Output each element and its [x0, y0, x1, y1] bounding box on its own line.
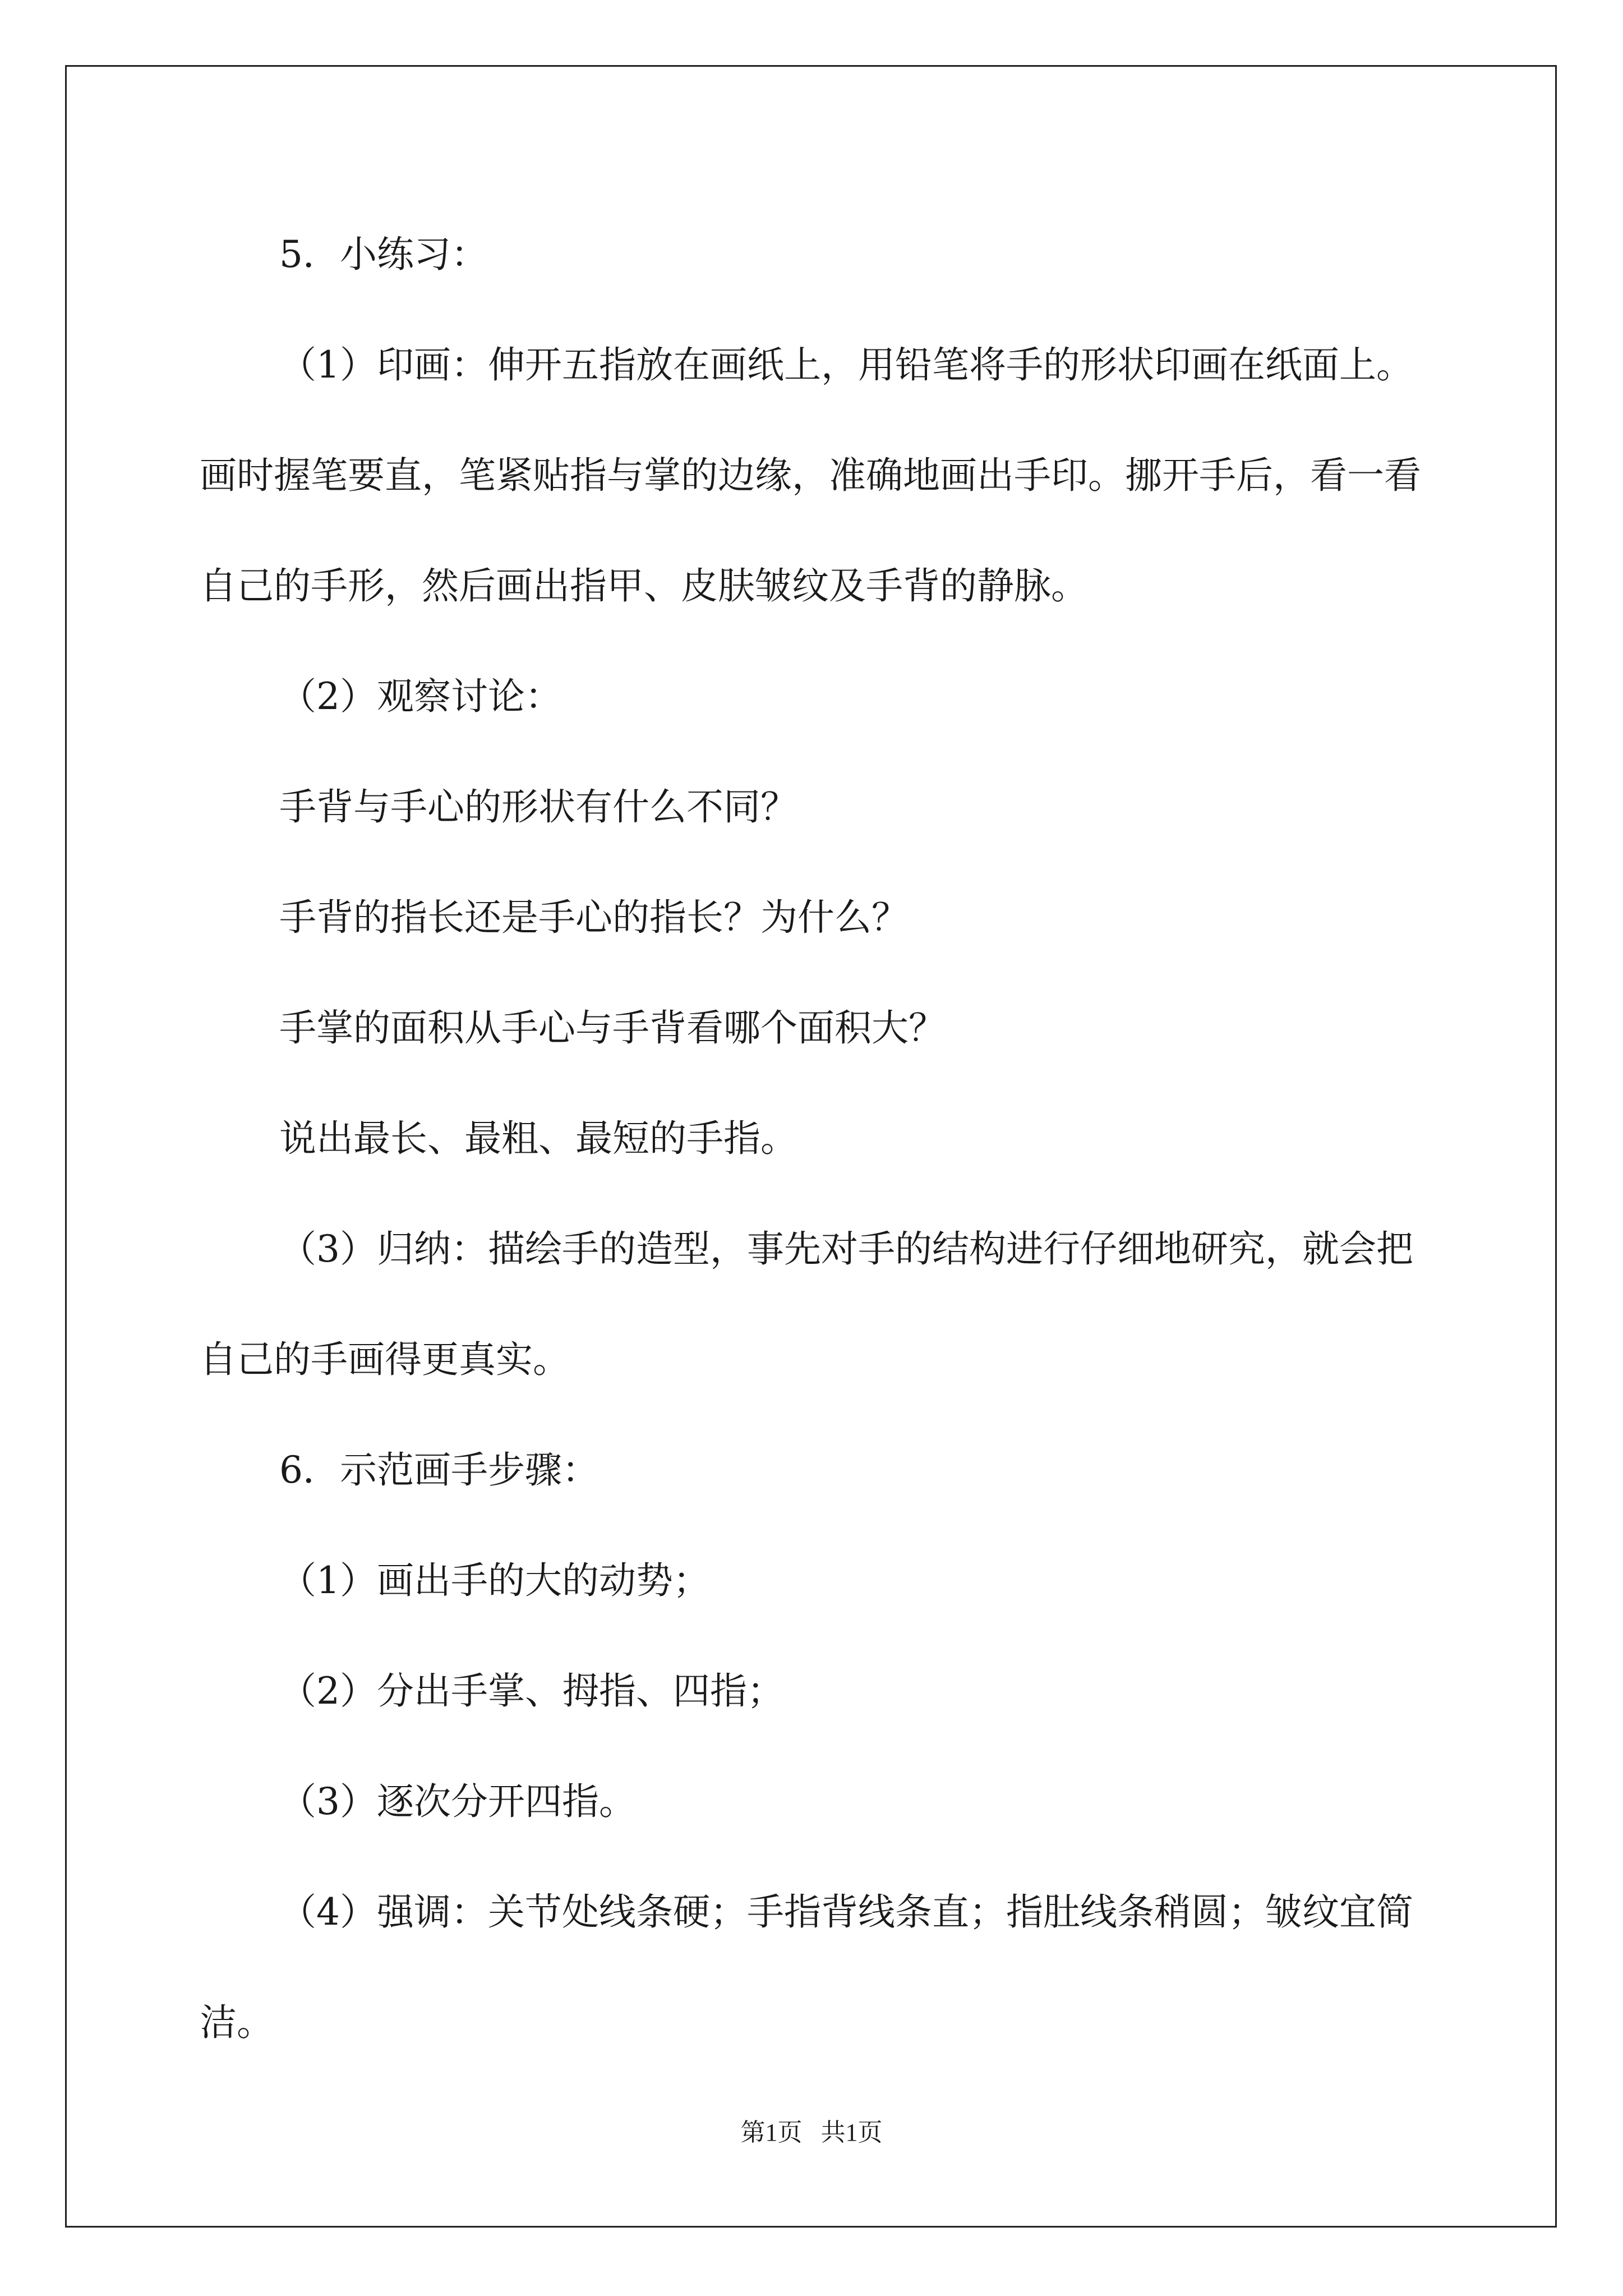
heading-demo-steps: 6．示范画手步骤： [279, 1448, 599, 1492]
question-item: 说出最长、最粗、最短的手指。 [279, 1117, 797, 1160]
question-item: 手背的指长还是手心的指长？为什么？ [279, 896, 909, 939]
page-number: 第1页 [740, 2119, 803, 2146]
paragraph-summary: （3）归纳：描绘手的造型，事先对手的结构进行仔细地研究，就会把自己的手画得更真实。 [200, 1227, 1413, 1381]
page-footer [0, 2116, 1623, 2150]
step-item: （2）分出手掌、拇指、四指； [279, 1669, 784, 1713]
question-item: 手背与手心的形状有什么不同？ [279, 785, 797, 829]
question-item: 手掌的面积从手心与手背看哪个面积大？ [279, 1006, 946, 1050]
step-item: （1）画出手的大的动势； [279, 1559, 710, 1602]
heading-practice: 5．小练习： [279, 233, 488, 276]
paragraph-printing: （1）印画：伸开五指放在画纸上，用铅笔将手的形状印画在纸面上。画时握笔要直，笔紧贴指与掌的边缘，准确地画出手印。挪开手后，看一看自己的手形，然后画出指甲、皮肤皱纹及手背的静脉。 [200, 343, 1421, 608]
step-item: （3）逐次分开四指。 [279, 1780, 636, 1823]
page-total: 共1页 [820, 2119, 883, 2146]
document-body [200, 199, 1428, 2078]
step-item-emphasis: （4）强调：关节处线条硬；手指背线条直；指肚线条稍圆；皱纹宜简洁。 [200, 1890, 1413, 2044]
paragraph-discussion-heading: （2）观察讨论： [279, 675, 562, 718]
